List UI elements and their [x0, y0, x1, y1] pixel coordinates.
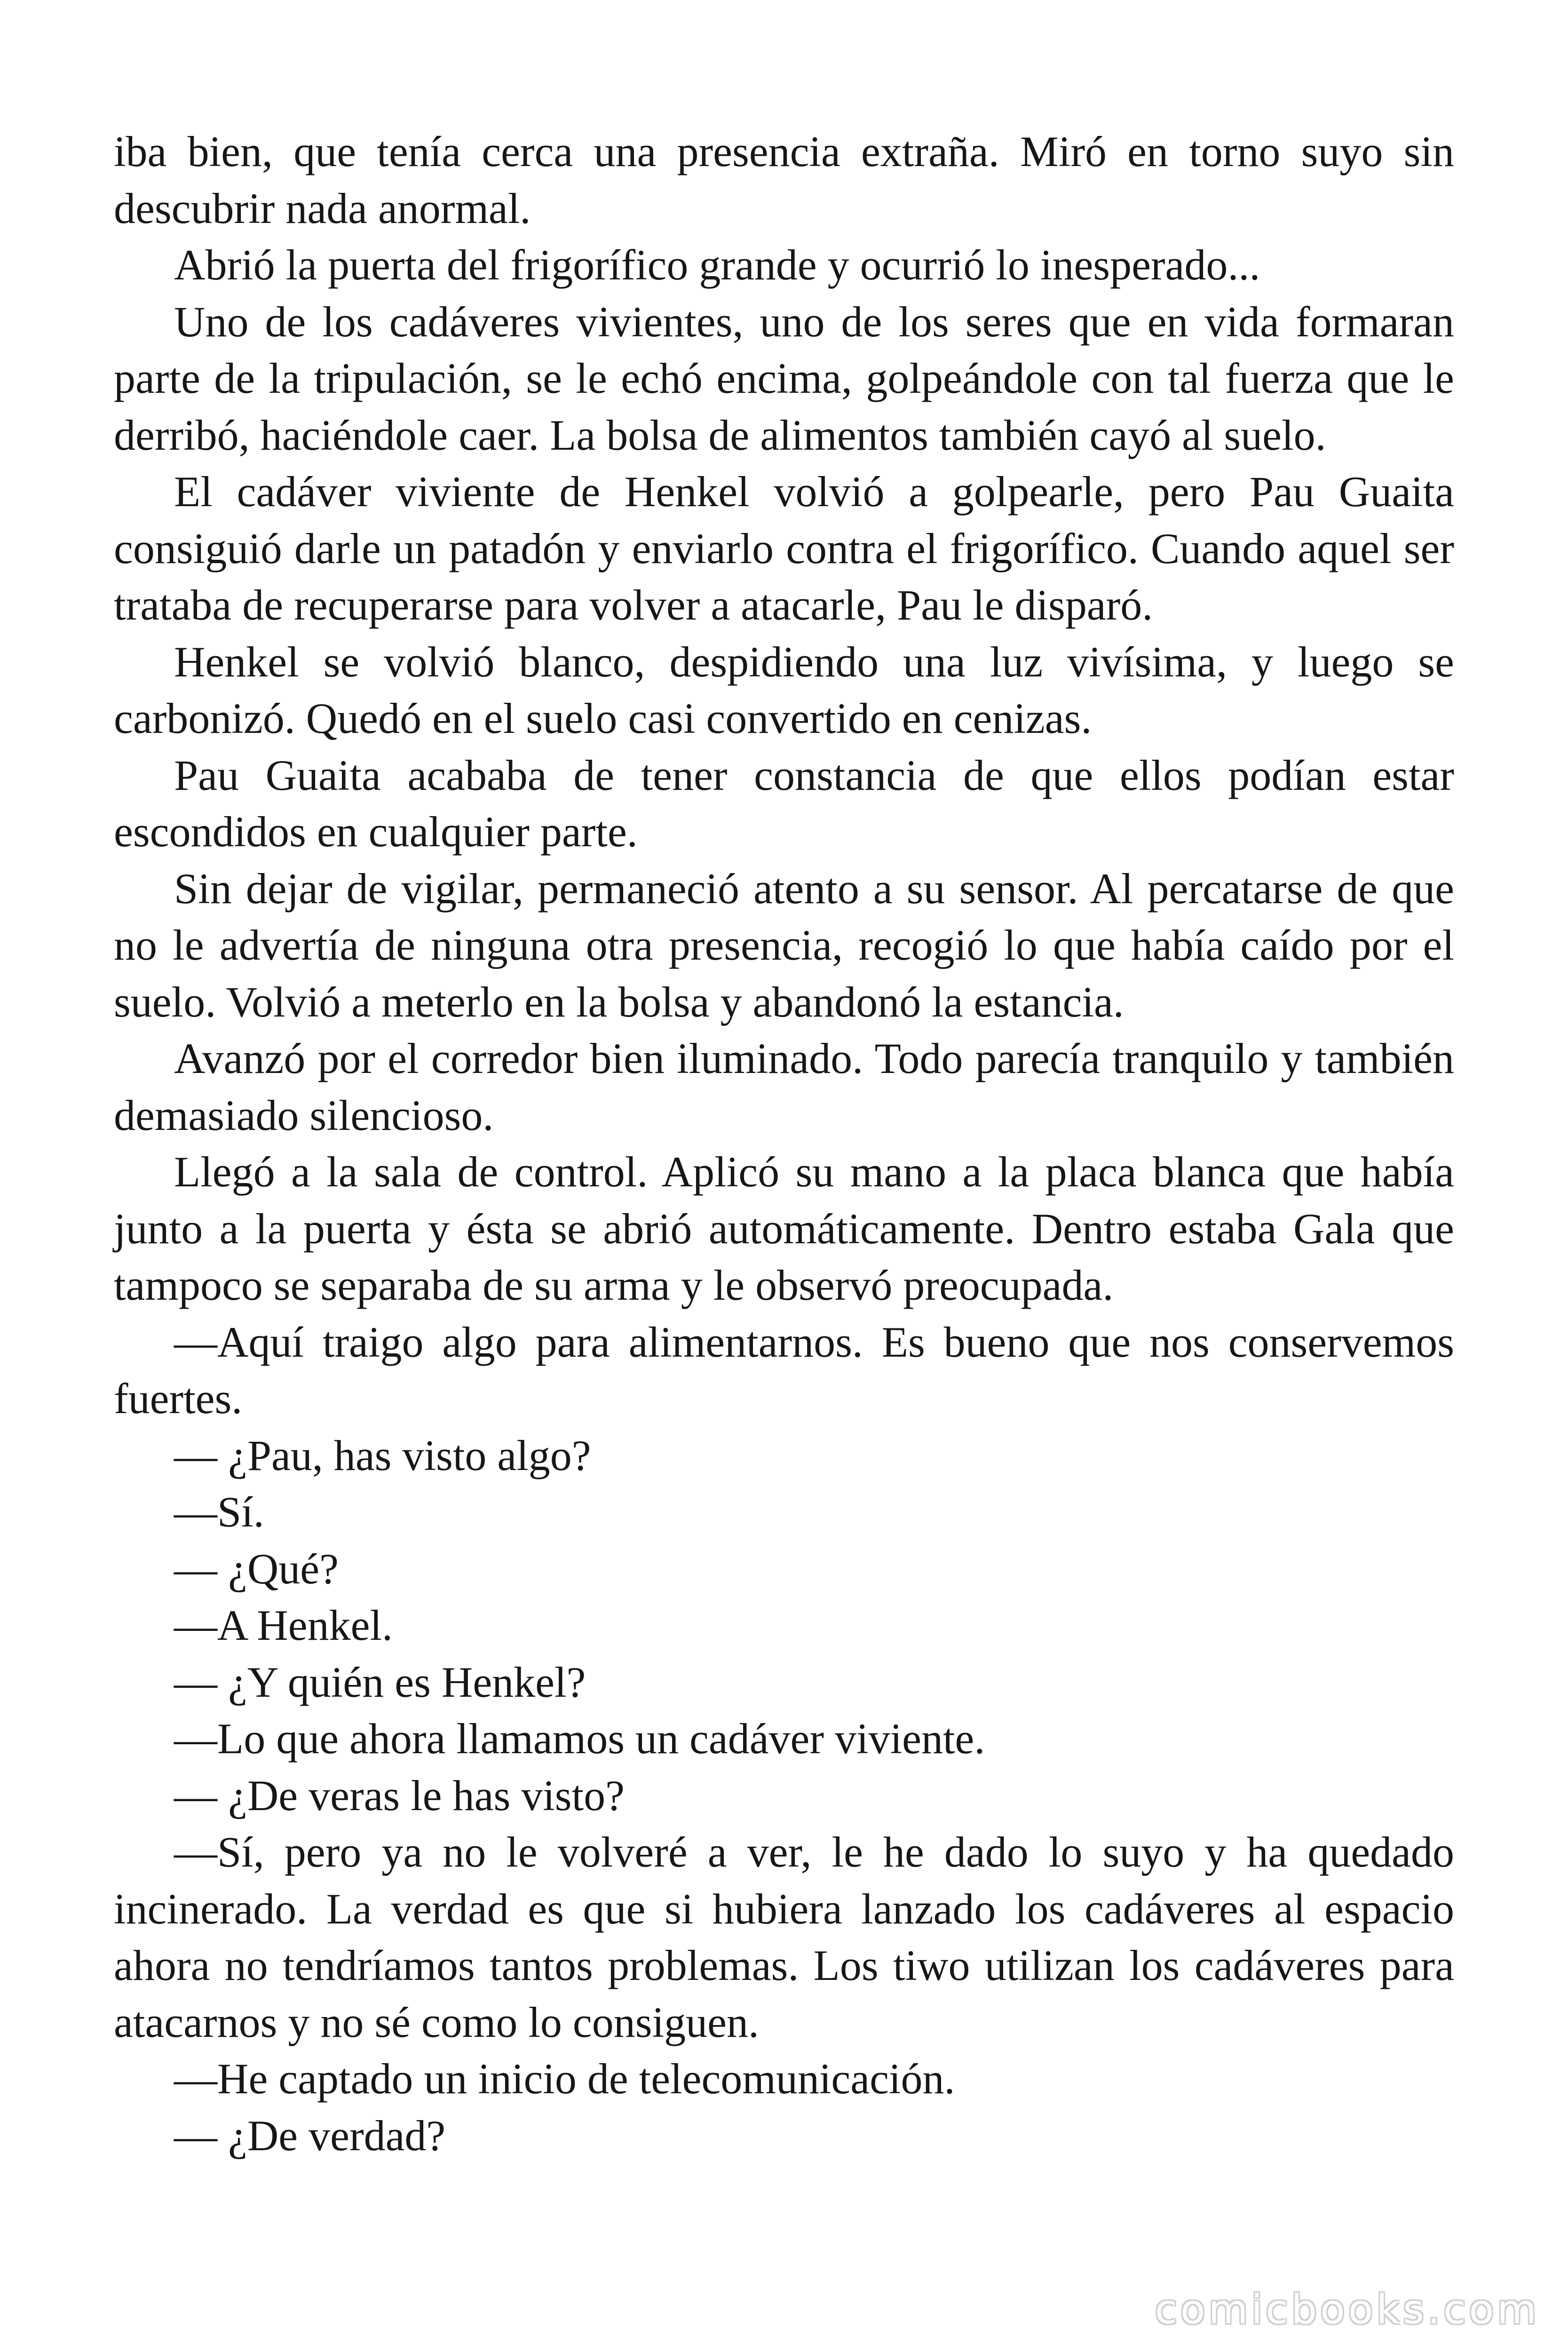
dialogue-line: —Sí. [174, 1488, 264, 1536]
dialogue-line: — ¿De veras le has visto? [174, 1771, 625, 1820]
watermark-logo: comicbooks.com [1155, 2286, 1540, 2333]
dialogue-line: —Sí, pero ya no le volveré a ver, le he dado lo suyo y ha quedado incinerado. La verdad es que si hubiera lanzado los cadáveres al espacio ahora no tendríamos tantos problemas. Los tiwo utilizan los cadáveres para atacarnos y no sé como lo consiguen. [114, 1828, 1454, 2046]
page-body-text [114, 123, 1454, 2164]
dialogue-line: — ¿Y quién es Henkel? [174, 1658, 586, 1706]
dialogue-line: — ¿Qué? [174, 1544, 339, 1593]
dialogue-line: —Lo que ahora llamamos un cadáver viviente. [174, 1715, 985, 1763]
dialogue-line: —Aquí traigo algo para alimentarnos. Es bueno que nos conservemos fuertes. [114, 1318, 1454, 1422]
paragraph: Henkel se volvió blanco, despidiendo una luz vivísima, y luego se carbonizó. Quedó en el suelo casi convertido en cenizas. [114, 637, 1454, 742]
dialogue-line: — ¿De verdad? [174, 2111, 446, 2160]
dialogue-line: —A Henkel. [174, 1601, 393, 1649]
paragraph: Pau Guaita acababa de tener constancia de que ellos podían estar escondidos en cualquier parte. [114, 751, 1454, 856]
paragraph: Abrió la puerta del frigorífico grande y ocurrió lo inesperado... [174, 241, 1260, 289]
dialogue-line: — ¿Pau, has visto algo? [174, 1431, 591, 1479]
paragraph: Llegó a la sala de control. Aplicó su mano a la placa blanca que había junto a la puerta y ésta se abrió automáticamente. Dentro estaba Gala que tampoco se separaba de su arma y le observó preocupada. [114, 1148, 1454, 1309]
paragraph-continued: iba bien, que tenía cerca una presencia extraña. Miró en torno suyo sin descubrir nada anormal. [114, 127, 1454, 232]
paragraph: Avanzó por el corredor bien iluminado. Todo parecía tranquilo y también demasiado silencioso. [114, 1034, 1454, 1139]
paragraph: El cadáver viviente de Henkel volvió a golpearle, pero Pau Guaita consiguió darle un patadón y enviarlo contra el frigorífico. Cuando aquel ser trataba de recuperarse para volver a atacarle, Pau le disparó. [114, 468, 1454, 629]
paragraph: Sin dejar de vigilar, permaneció atento a su sensor. Al percatarse de que no le advertía de ninguna otra presencia, recogió lo que había caído por el suelo. Volvió a meterlo en la bolsa y abandonó la estancia. [114, 864, 1454, 1026]
paragraph: Uno de los cadáveres vivientes, uno de los seres que en vida formaran parte de la tripulación, se le echó encima, golpeándole con tal fuerza que le derribó, haciéndole caer. La bolsa de alimentos también cayó al suelo. [114, 297, 1454, 459]
dialogue-line: —He captado un inicio de telecomunicación. [174, 2055, 955, 2103]
